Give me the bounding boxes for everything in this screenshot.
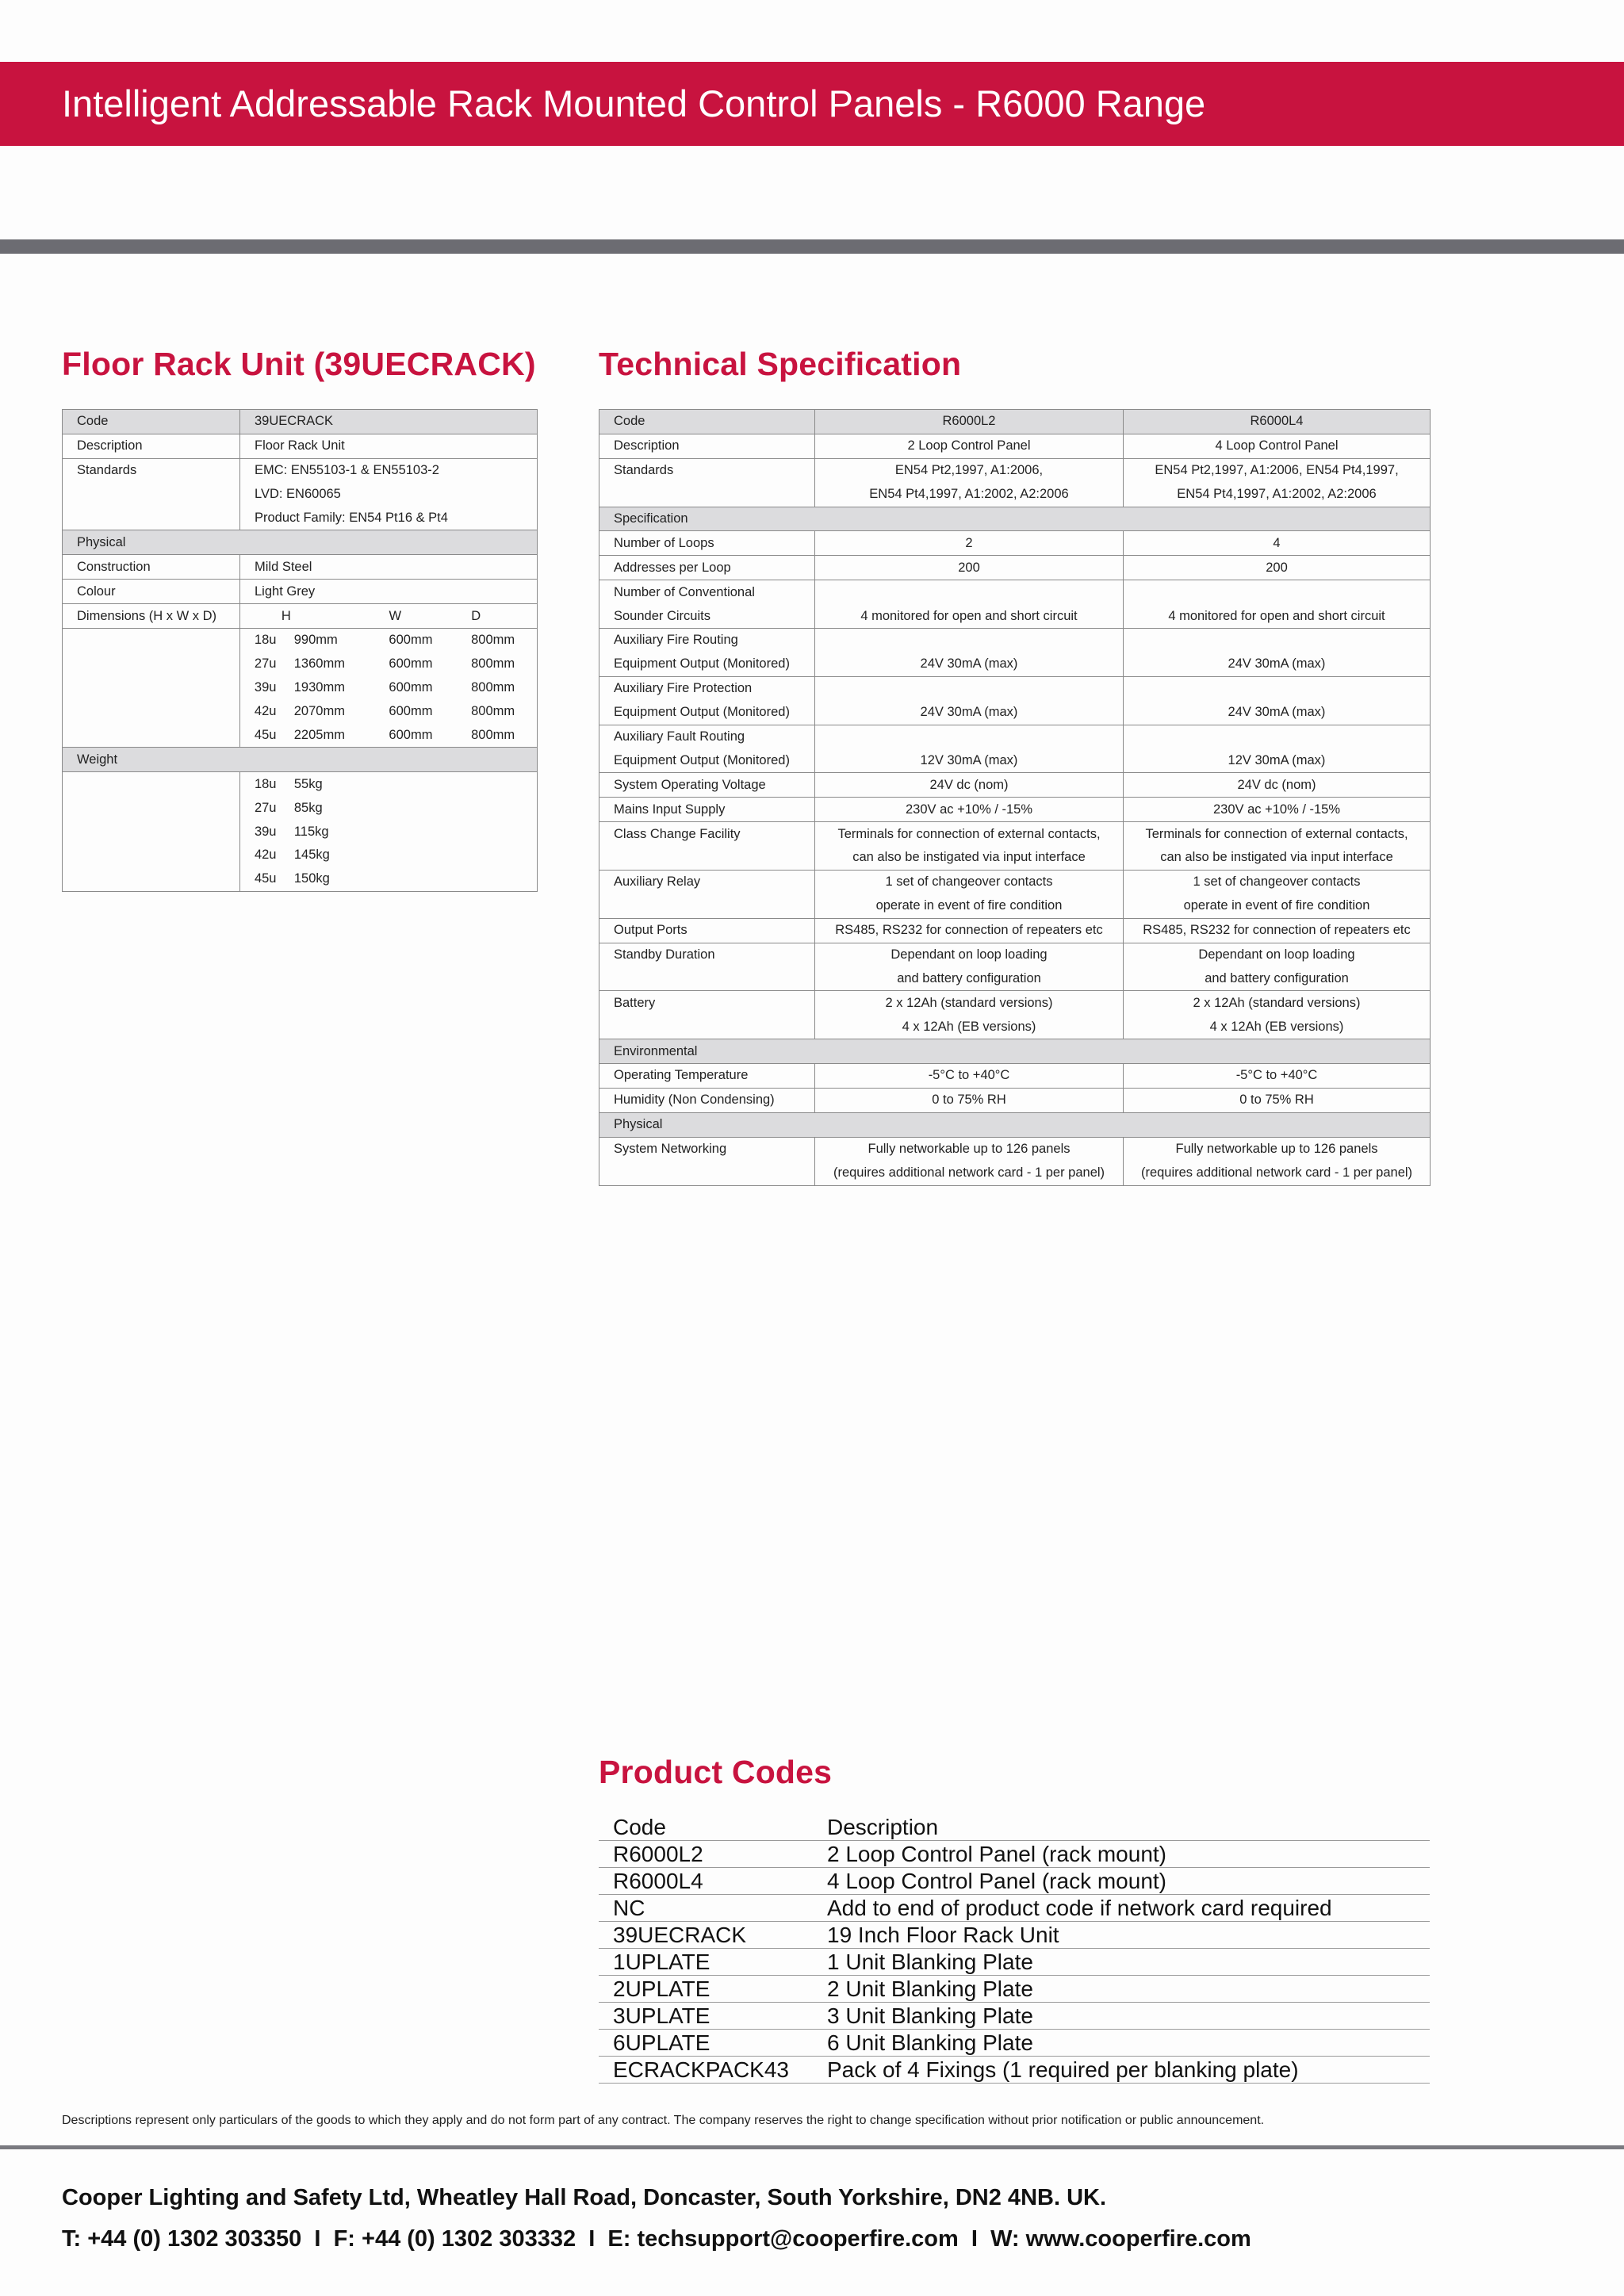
section-row xyxy=(63,748,538,772)
dim-d: 800mm xyxy=(471,633,515,648)
cell-l2: Dependant on loop loading xyxy=(815,943,1124,966)
divider-bar xyxy=(0,239,1624,254)
cell-label: Sounder Circuits xyxy=(599,604,815,628)
cell-l2: can also be instigated via input interface xyxy=(815,846,1124,870)
cell-l2: 4 x 12Ah (EB versions) xyxy=(815,1015,1124,1039)
dim-header-w: W xyxy=(389,608,402,623)
section-label: Physical xyxy=(63,530,538,555)
cell-value: LVD: EN60065 xyxy=(240,483,538,507)
cell-label: Description xyxy=(63,434,240,458)
dim-h: 2205mm xyxy=(293,728,345,743)
dim-h: 990mm xyxy=(293,633,338,648)
table-header-row xyxy=(599,1814,1430,1841)
table-row xyxy=(599,701,1431,725)
cell-label: Battery xyxy=(599,991,815,1015)
cell-l2: 12V 30mA (max) xyxy=(815,748,1124,772)
weight-u: 39u xyxy=(254,824,277,839)
dim-row xyxy=(240,652,537,676)
table-row xyxy=(63,507,538,530)
table-row xyxy=(599,894,1431,918)
weight-kg: 55kg xyxy=(293,776,323,791)
cell-l4: can also be instigated via input interface xyxy=(1124,846,1431,870)
cell-label: Equipment Output (Monitored) xyxy=(599,652,815,676)
dim-d: 800mm xyxy=(471,656,515,672)
dim-h: 2070mm xyxy=(293,704,345,719)
cell-label: Class Change Facility xyxy=(599,822,815,846)
cell-l2: (requires additional network card - 1 per panel) xyxy=(815,1161,1124,1185)
table-row xyxy=(599,410,1431,434)
cell-label: Code xyxy=(63,410,240,434)
dim-u: 18u xyxy=(254,633,277,648)
weight-row xyxy=(240,867,537,891)
cell-code: 2UPLATE xyxy=(599,1976,813,2003)
cell-value: 39UECRACK xyxy=(240,410,538,434)
weight-row xyxy=(240,820,537,844)
dim-h: 1360mm xyxy=(293,656,345,672)
table-row xyxy=(599,1137,1431,1161)
section-row xyxy=(599,507,1431,531)
cell-l2: 200 xyxy=(815,556,1124,580)
table-row xyxy=(599,1922,1430,1949)
cell-l2: 1 set of changeover contacts xyxy=(815,870,1124,894)
dim-row xyxy=(240,700,537,724)
cell-l2: 2 Loop Control Panel xyxy=(815,434,1124,458)
cell-label: Addresses per Loop xyxy=(599,556,815,580)
table-row xyxy=(599,822,1431,846)
weight-kg: 145kg xyxy=(293,848,330,863)
cell-l2: EN54 Pt4,1997, A1:2002, A2:2006 xyxy=(815,483,1124,507)
dim-u: 39u xyxy=(254,680,277,695)
table-row xyxy=(63,580,538,604)
table-row xyxy=(599,1976,1430,2003)
dim-w: 600mm xyxy=(389,633,433,648)
cell-description: Add to end of product code if network card required xyxy=(813,1895,1430,1922)
cell-label: Equipment Output (Monitored) xyxy=(599,748,815,772)
table-row xyxy=(63,483,538,507)
table-row xyxy=(599,943,1431,966)
floor-rack-heading: Floor Rack Unit (39UECRACK) xyxy=(62,346,536,382)
table-row xyxy=(599,604,1431,628)
weight-kg: 150kg xyxy=(293,871,330,886)
cell-l2: Terminals for connection of external contacts, xyxy=(815,822,1124,846)
footer-contact: T: +44 (0) 1302 303350 I F: +44 (0) 1302 303332 I E: techsupport@cooperfire.com I W: www.cooperfire.com xyxy=(62,2226,1251,2252)
cell-value: Light Grey xyxy=(240,580,538,604)
table-row xyxy=(599,2057,1430,2084)
dim-h: 1930mm xyxy=(293,680,345,695)
dim-w: 600mm xyxy=(389,728,433,743)
weight-row xyxy=(240,772,537,796)
table-row xyxy=(599,676,1431,700)
weight-u: 18u xyxy=(254,776,277,791)
section-row xyxy=(599,1112,1431,1137)
cell-code: 39UECRACK xyxy=(599,1922,813,1949)
section-label: Physical xyxy=(599,1112,1431,1137)
cell-value: Mild Steel xyxy=(240,555,538,580)
table-row xyxy=(599,1015,1431,1039)
table-row xyxy=(63,604,538,629)
table-row xyxy=(599,1895,1430,1922)
cell-label: System Operating Voltage xyxy=(599,773,815,798)
cell-l4: 1 set of changeover contacts xyxy=(1124,870,1431,894)
cell-l4: 4 monitored for open and short circuit xyxy=(1124,604,1431,628)
weight-row xyxy=(240,796,537,820)
cell-l2: EN54 Pt2,1997, A1:2006, xyxy=(815,458,1124,482)
cell-label: Standby Duration xyxy=(599,943,815,966)
dim-row xyxy=(240,629,537,652)
cell-l4: 4 xyxy=(1124,531,1431,556)
cell-l4: 24V dc (nom) xyxy=(1124,773,1431,798)
cell-l2: -5°C to +40°C xyxy=(815,1064,1124,1089)
table-row xyxy=(63,629,538,748)
cell-label: Standards xyxy=(599,458,815,482)
cell-value: Floor Rack Unit xyxy=(240,434,538,458)
product-codes-heading: Product Codes xyxy=(599,1754,833,1790)
table-row xyxy=(599,1161,1431,1185)
table-row xyxy=(599,725,1431,748)
col-header-description: Description xyxy=(813,1814,1430,1841)
table-row xyxy=(599,1064,1431,1089)
dim-d: 800mm xyxy=(471,680,515,695)
table-row xyxy=(599,846,1431,870)
dim-d: 800mm xyxy=(471,728,515,743)
page-title: Intelligent Addressable Rack Mounted Control Panels - R6000 Range xyxy=(62,82,1206,124)
cell-l4: 2 x 12Ah (standard versions) xyxy=(1124,991,1431,1015)
cell-label: Auxiliary Fire Routing xyxy=(599,629,815,652)
cell-description: 19 Inch Floor Rack Unit xyxy=(813,1922,1430,1949)
cell-label: Number of Loops xyxy=(599,531,815,556)
title-banner xyxy=(0,62,1624,146)
cell-description: 2 Unit Blanking Plate xyxy=(813,1976,1430,2003)
cell-l4: Dependant on loop loading xyxy=(1124,943,1431,966)
cell-label: Auxiliary Fault Routing xyxy=(599,725,815,748)
cell-label: Dimensions (H x W x D) xyxy=(63,604,240,629)
cell-description: Pack of 4 Fixings (1 required per blanking plate) xyxy=(813,2057,1430,2084)
table-row xyxy=(599,798,1431,822)
dim-u: 42u xyxy=(254,704,277,719)
weight-u: 45u xyxy=(254,871,277,886)
cell-description: 1 Unit Blanking Plate xyxy=(813,1949,1430,1976)
table-row xyxy=(599,483,1431,507)
cell-label: Construction xyxy=(63,555,240,580)
cell-l4: 24V 30mA (max) xyxy=(1124,652,1431,676)
table-row xyxy=(599,918,1431,943)
cell-l2: 24V 30mA (max) xyxy=(815,701,1124,725)
cell-l2: operate in event of fire condition xyxy=(815,894,1124,918)
weight-kg: 85kg xyxy=(293,800,323,815)
dim-u: 27u xyxy=(254,656,277,672)
weights-cell xyxy=(240,772,538,891)
table-row xyxy=(599,1949,1430,1976)
table-row xyxy=(63,410,538,434)
cell-l4: Terminals for connection of external contacts, xyxy=(1124,822,1431,846)
table-row xyxy=(599,580,1431,604)
cell-l4: 12V 30mA (max) xyxy=(1124,748,1431,772)
cell-l2: Fully networkable up to 126 panels xyxy=(815,1137,1124,1161)
section-row xyxy=(63,530,538,555)
section-label: Specification xyxy=(599,507,1431,531)
cell-label: Number of Conventional xyxy=(599,580,815,604)
product-codes-table xyxy=(599,1814,1430,2084)
cell-l4: and battery configuration xyxy=(1124,966,1431,990)
footer-address: Cooper Lighting and Safety Ltd, Wheatley Hall Road, Doncaster, South Yorkshire, DN2 4NB. UK. xyxy=(62,2185,1107,2210)
cell-l4: EN54 Pt4,1997, A1:2002, A2:2006 xyxy=(1124,483,1431,507)
weight-kg: 115kg xyxy=(293,824,329,839)
weight-row xyxy=(240,844,537,867)
col-header-l2: R6000L2 xyxy=(815,410,1124,434)
cell-l2: 4 monitored for open and short circuit xyxy=(815,604,1124,628)
table-row xyxy=(599,2003,1430,2030)
cell-l4: 0 to 75% RH xyxy=(1124,1088,1431,1112)
cell-l4: 24V 30mA (max) xyxy=(1124,701,1431,725)
weight-u: 27u xyxy=(254,800,277,815)
cell-l4: RS485, RS232 for connection of repeaters etc xyxy=(1124,918,1431,943)
cell-label: System Networking xyxy=(599,1137,815,1161)
dim-header-h: H xyxy=(281,608,291,623)
cell-label: Operating Temperature xyxy=(599,1064,815,1089)
dim-u: 45u xyxy=(254,728,277,743)
col-header-l4: R6000L4 xyxy=(1124,410,1431,434)
cell-description: 3 Unit Blanking Plate xyxy=(813,2003,1430,2030)
dim-w: 600mm xyxy=(389,656,433,672)
dim-d: 800mm xyxy=(471,704,515,719)
cell-label: Colour xyxy=(63,580,240,604)
table-row xyxy=(599,773,1431,798)
cell-l4: -5°C to +40°C xyxy=(1124,1064,1431,1089)
cell-code: R6000L2 xyxy=(599,1841,813,1868)
cell-label: Auxiliary Relay xyxy=(599,870,815,894)
cell-l4: (requires additional network card - 1 per panel) xyxy=(1124,1161,1431,1185)
dim-w: 600mm xyxy=(389,704,433,719)
disclaimer-text: Descriptions represent only particulars of the goods to which they apply and do not form part of any contract. The company reserves the right to change specification without prior notification or public announcement. xyxy=(62,2114,1265,2127)
cell-label: Equipment Output (Monitored) xyxy=(599,701,815,725)
floor-rack-table xyxy=(62,409,538,892)
dims-header-cell xyxy=(240,604,538,629)
dims-cell xyxy=(240,629,538,748)
cell-description: 4 Loop Control Panel (rack mount) xyxy=(813,1868,1430,1895)
table-row xyxy=(599,1841,1430,1868)
tech-spec-heading: Technical Specification xyxy=(599,346,962,382)
cell-code: R6000L4 xyxy=(599,1868,813,1895)
weight-u: 42u xyxy=(254,848,277,863)
cell-code: ECRACKPACK43 xyxy=(599,2057,813,2084)
table-row xyxy=(599,1088,1431,1112)
cell-code: 1UPLATE xyxy=(599,1949,813,1976)
cell-label: Output Ports xyxy=(599,918,815,943)
cell-label: Mains Input Supply xyxy=(599,798,815,822)
footer-divider xyxy=(0,2145,1624,2149)
cell-value: EMC: EN55103-1 & EN55103-2 xyxy=(240,458,538,482)
table-row xyxy=(599,629,1431,652)
cell-l4: 4 Loop Control Panel xyxy=(1124,434,1431,458)
cell-l2: RS485, RS232 for connection of repeaters etc xyxy=(815,918,1124,943)
table-row xyxy=(63,555,538,580)
cell-label: Code xyxy=(599,410,815,434)
cell-code: 3UPLATE xyxy=(599,2003,813,2030)
table-row xyxy=(63,772,538,891)
cell-l2: 230V ac +10% / -15% xyxy=(815,798,1124,822)
cell-code: NC xyxy=(599,1895,813,1922)
dim-header-d: D xyxy=(471,608,481,623)
cell-l2: 0 to 75% RH xyxy=(815,1088,1124,1112)
dim-w: 600mm xyxy=(389,680,433,695)
table-row xyxy=(63,458,538,482)
cell-l2: 24V dc (nom) xyxy=(815,773,1124,798)
cell-label: Description xyxy=(599,434,815,458)
tech-spec-table xyxy=(599,409,1431,1186)
table-row xyxy=(599,652,1431,676)
section-label: Environmental xyxy=(599,1039,1431,1064)
cell-label: Humidity (Non Condensing) xyxy=(599,1088,815,1112)
dim-row xyxy=(240,724,537,748)
section-label: Weight xyxy=(63,748,538,772)
table-row xyxy=(63,434,538,458)
cell-l2: 2 xyxy=(815,531,1124,556)
cell-l4: 4 x 12Ah (EB versions) xyxy=(1124,1015,1431,1039)
cell-l4: operate in event of fire condition xyxy=(1124,894,1431,918)
table-row xyxy=(599,748,1431,772)
cell-value: Product Family: EN54 Pt16 & Pt4 xyxy=(240,507,538,530)
cell-l2: and battery configuration xyxy=(815,966,1124,990)
table-row xyxy=(599,2030,1430,2057)
cell-description: 2 Loop Control Panel (rack mount) xyxy=(813,1841,1430,1868)
table-row xyxy=(599,1868,1430,1895)
col-header-code: Code xyxy=(599,1814,813,1841)
cell-l4: Fully networkable up to 126 panels xyxy=(1124,1137,1431,1161)
table-row xyxy=(599,870,1431,894)
cell-label: Auxiliary Fire Protection xyxy=(599,676,815,700)
cell-l4: 230V ac +10% / -15% xyxy=(1124,798,1431,822)
table-row xyxy=(599,991,1431,1015)
table-row xyxy=(599,434,1431,458)
cell-description: 6 Unit Blanking Plate xyxy=(813,2030,1430,2057)
cell-label: Standards xyxy=(63,458,240,482)
table-row xyxy=(599,966,1431,990)
table-row xyxy=(599,458,1431,482)
table-row xyxy=(599,556,1431,580)
cell-l2: 2 x 12Ah (standard versions) xyxy=(815,991,1124,1015)
cell-l4: EN54 Pt2,1997, A1:2006, EN54 Pt4,1997, xyxy=(1124,458,1431,482)
table-row xyxy=(599,531,1431,556)
cell-l4: 200 xyxy=(1124,556,1431,580)
cell-l2: 24V 30mA (max) xyxy=(815,652,1124,676)
cell-code: 6UPLATE xyxy=(599,2030,813,2057)
section-row xyxy=(599,1039,1431,1064)
dim-row xyxy=(240,676,537,700)
